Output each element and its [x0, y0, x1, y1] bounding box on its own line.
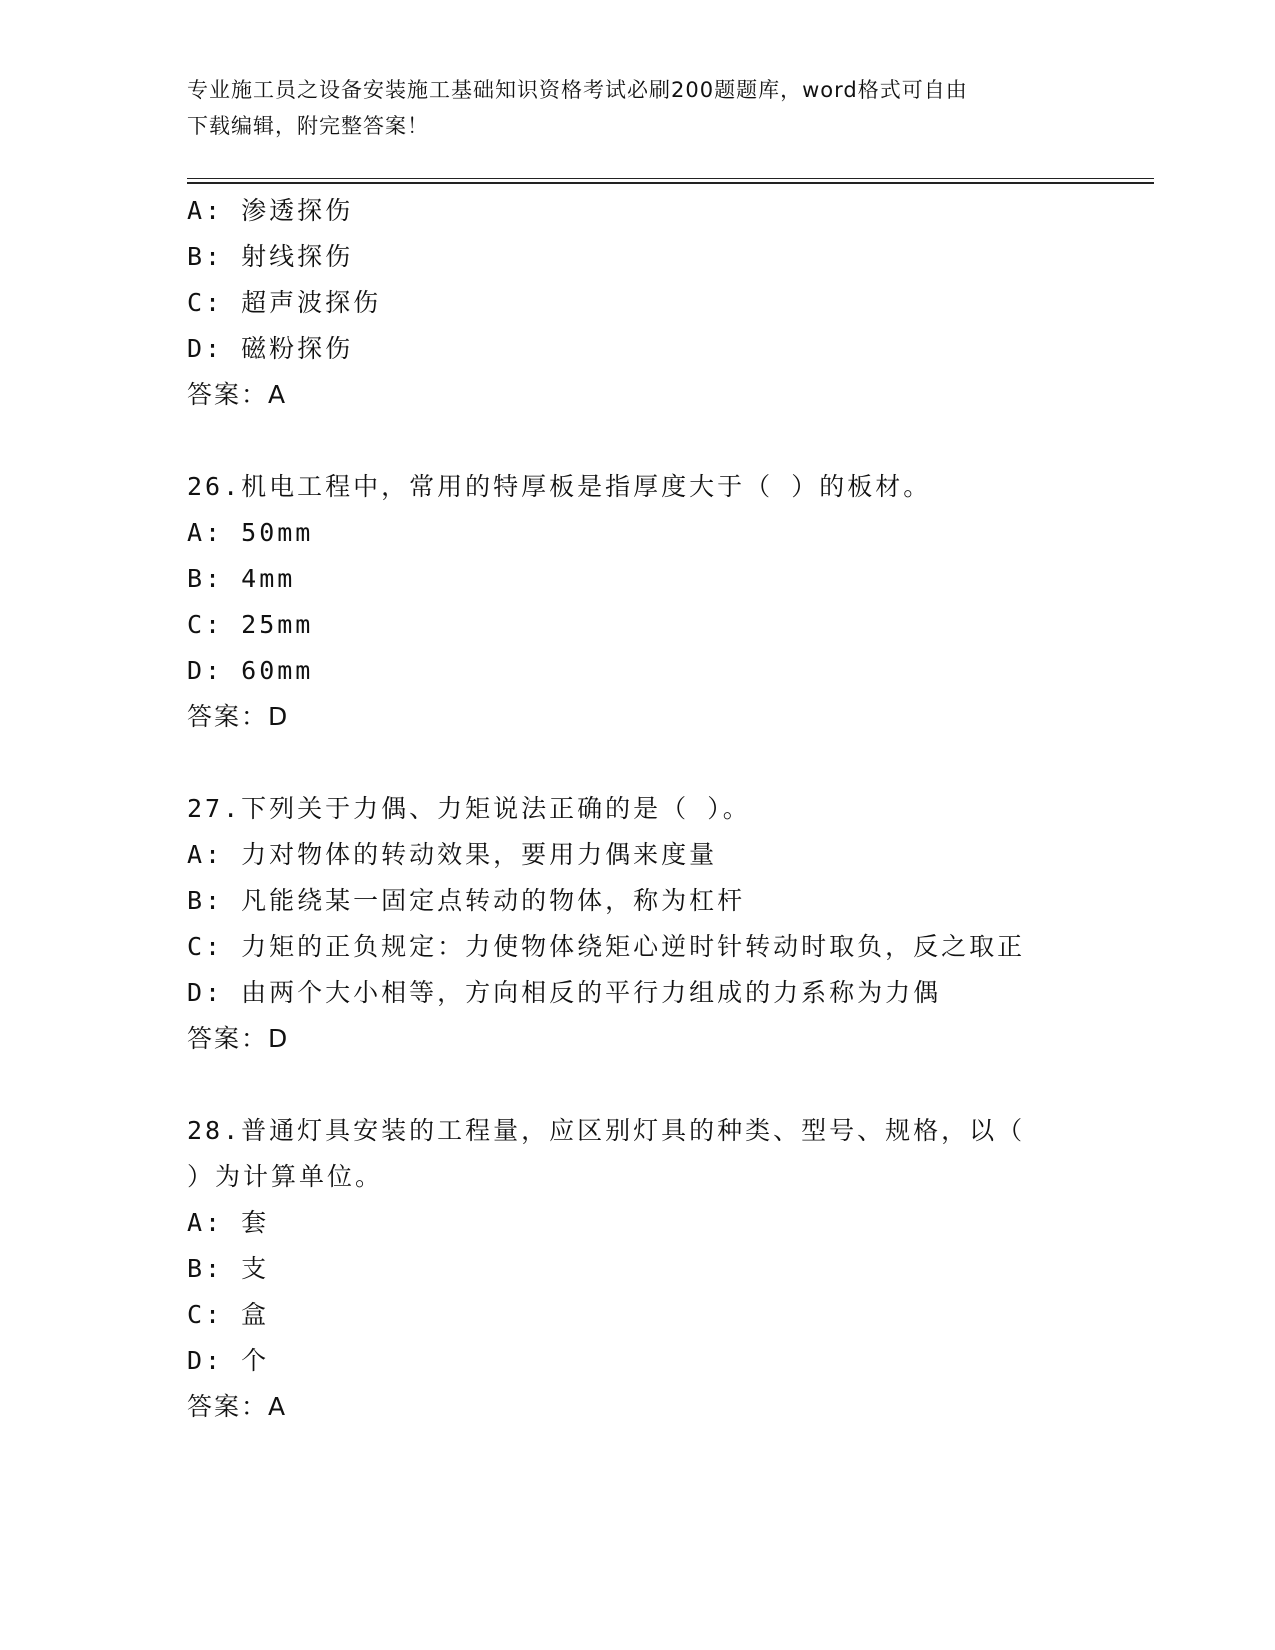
header-divider-thin	[187, 178, 1154, 179]
answer-line: 答案：A	[187, 1392, 288, 1421]
option-d: D: 磁粉探伤	[187, 334, 354, 363]
document-header	[187, 72, 1087, 144]
question-stem: 27.下列关于力偶、力矩说法正确的是（ ）。	[187, 794, 751, 823]
spacer	[187, 740, 1087, 786]
question-stem-line-2: ）为计算单位。	[187, 1162, 384, 1191]
option-b: B: 支	[187, 1254, 270, 1283]
option-c: C: 25mm	[187, 610, 314, 639]
spacer	[187, 418, 1087, 464]
header-divider-thick	[187, 182, 1154, 184]
header-line-2: 下载编辑，附完整答案！	[187, 114, 429, 138]
answer-line: 答案：A	[187, 380, 288, 409]
option-a: A: 套	[187, 1208, 270, 1237]
option-c: C: 盒	[187, 1300, 270, 1329]
question-28-block	[187, 1108, 1087, 1430]
question-26-block	[187, 464, 1087, 740]
question-stem: 26.机电工程中，常用的特厚板是指厚度大于（ ）的板材。	[187, 472, 932, 501]
answer-line: 答案：D	[187, 1024, 290, 1053]
option-b: B: 4mm	[187, 564, 296, 593]
option-a: A: 力对物体的转动效果，要用力偶来度量	[187, 840, 718, 869]
option-a: A: 渗透探伤	[187, 196, 354, 225]
option-d: D: 60mm	[187, 656, 314, 685]
question-stem-line-1: 28.普通灯具安装的工程量，应区别灯具的种类、型号、规格，以（	[187, 1116, 1026, 1145]
option-b: B: 凡能绕某一固定点转动的物体，称为杠杆	[187, 886, 746, 915]
spacer	[187, 1062, 1087, 1108]
option-d: D: 个	[187, 1346, 270, 1375]
option-c: C: 力矩的正负规定：力使物体绕矩心逆时针转动时取负，反之取正	[187, 932, 1026, 961]
option-d: D: 由两个大小相等，方向相反的平行力组成的力系称为力偶	[187, 978, 942, 1007]
question-25-block	[187, 188, 1087, 418]
option-a: A: 50mm	[187, 518, 314, 547]
option-c: C: 超声波探伤	[187, 288, 382, 317]
question-list	[187, 188, 1087, 1430]
answer-line: 答案：D	[187, 702, 290, 731]
option-b: B: 射线探伤	[187, 242, 354, 271]
header-line-1: 专业施工员之设备安装施工基础知识资格考试必刷200题题库，word格式可自由	[187, 78, 968, 102]
question-27-block	[187, 786, 1087, 1062]
